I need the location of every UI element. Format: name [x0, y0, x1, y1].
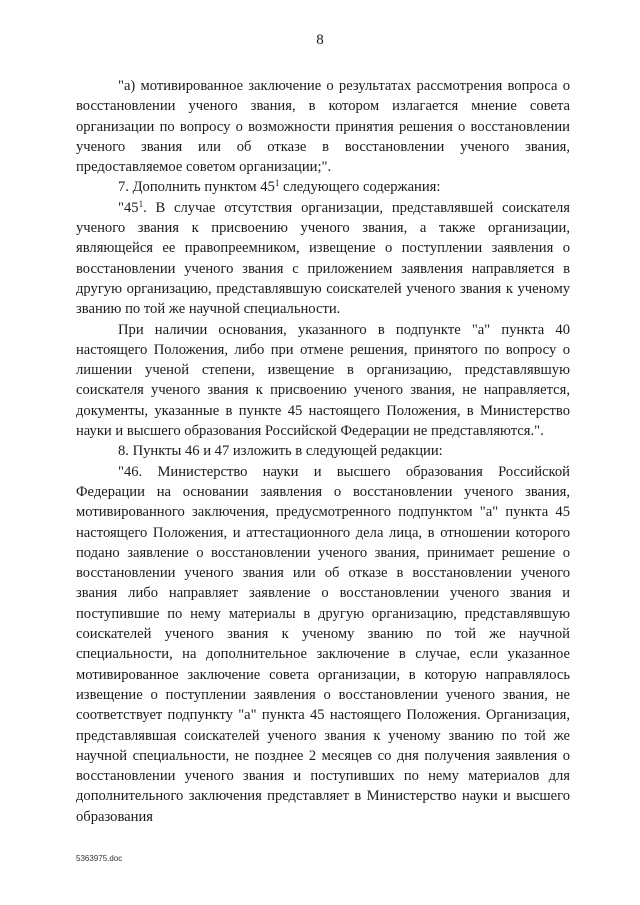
document-body	[76, 76, 570, 827]
footer-filename: 5363975.doc	[76, 854, 123, 863]
paragraph-2-superscript: 1	[274, 178, 280, 189]
paragraph-1: "а) мотивированное заключение о результатах рассмотрения вопроса о восстановлении ученого звания, в котором излагается мнение совета организации по вопросу о возможности принятия решения о восстановлении ученого звания или об отказе в восстановлении ученого звания, предоставляемое советом организации;".	[76, 78, 570, 176]
page-number: 8	[316, 32, 324, 48]
paragraph-3-text-before: "45	[118, 199, 139, 216]
paragraph-3	[76, 198, 570, 320]
paragraph-5: 8. Пункты 46 и 47 изложить в следующей редакции:	[118, 443, 443, 460]
paragraph-3-superscript: 1	[138, 198, 144, 209]
paragraph-2-text-after: следующего содержания:	[279, 179, 441, 196]
paragraph-2	[76, 177, 570, 197]
paragraph-6: "46. Министерство науки и высшего образования Российской Федерации на основании заявления о восстановлении ученого звания, мотивированного заключения, предусмотренного подпунктом "а" пункта 45 настоящего Положения, и аттестационного дела лица, в отношении которого подано заявление о восстановлении ученого звания, принимает решение о восстановлении ученого звания или об отказе в восстановлении ученого звания либо направляет заявление о восстановлении ученого звания и поступившие по нему материалы в другую организацию, представлявшую соискателей ученого звания к ученому званию по той же научной специальности, на дополнительное заключение в случае, если указанное мотивированное заключение совета организации, в которую направлялось извещение о поступлении заявления о восстановлении ученого звания, не соответствует подпункту "а" пункта 45 настоящего Положения. Организация, представлявшая соискателей ученого звания к ученому званию по той же научной специальности, не позднее 2 месяцев со дня получения заявления о восстановлении ученого звания и поступивших по нему материалов для дополнительного заключения представляет в Министерство науки и высшего образования	[76, 463, 570, 825]
paragraph-4: При наличии основания, указанного в подпункте "а" пункта 40 настоящего Положения, либо при отмене решения, принятого по вопросу о лишении ученой степени, извещение в организацию, представлявшую соискателя ученого звания к присвоению ученого звания, не направляется, документы, указанные в пункте 45 настоящего Положения, в Министерство науки и высшего образования Российской Федерации не представляются.".	[76, 321, 570, 440]
paragraph-2-text-before: 7. Дополнить пунктом 45	[118, 179, 275, 196]
paragraph-3-text-after: . В случае отсутствия организации, представлявшей соискателя ученого звания к присвоению ученого звания, а также организации, являющейся ее правопреемником, извещение о поступлении заявления о восстановлении ученого звания с приложением заявления направляется в другую организацию, представлявшую соискателей ученого звания к ученому званию по той же научной специальности.	[76, 199, 570, 318]
